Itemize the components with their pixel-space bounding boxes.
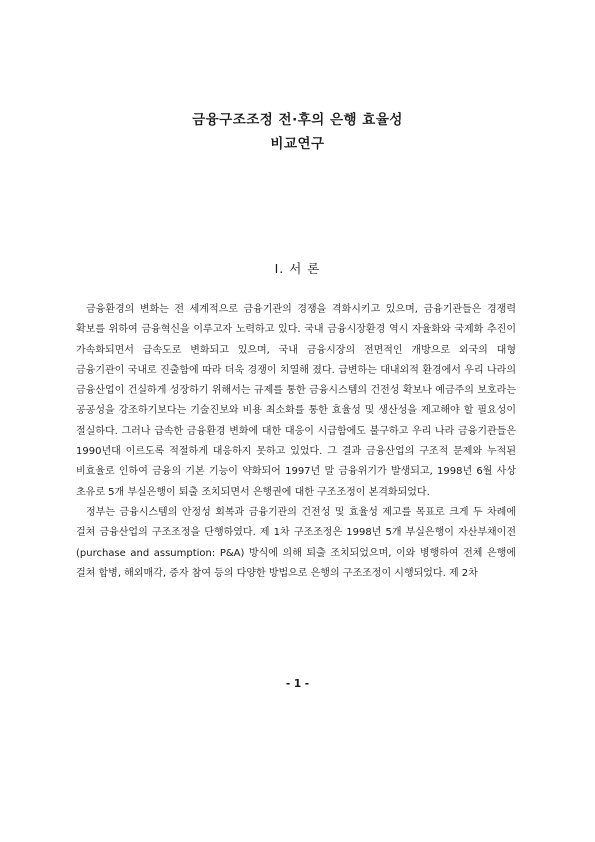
body-paragraph-1: 금융환경의 변화는 전 세계적으로 금융기관의 경쟁을 격화시키고 있으며, 금융기관들은 경쟁력 확보를 위하여 금융혁신을 이루고자 노력하고 있다. 국내 금융시장환경 역시 자율화와 국제화 추진이 가속화되면서 급속도로 변화되고 있으며, 국내 금융시장의 전면적인 개방으로 외국의 대형 금융기관이 국내로 진출함에 따라 더욱 경쟁이 치열해 졌다. 급변하는 대내외적 환경에서 우리 나라의 금융산업이 건실하게 성장하기 위해서는 규제를 통한 금융시스템의 건전성 확보나 예금주의 보호라는 공공성을 강조하기보다는 기술진보와 비용 최소화를 통한 효율성 및 생산성을 제고해야 할 필요성이 절실하다. 그러나 급속한 금융환경 변화에 대한 대응이 시급함에도 불구하고 우리 나라 금융기관들은 1990년대 이르도록 적절하게 대응하지 못하고 있었다. 그 결과 금융산업의 구조적 문제와 누적된 비효율로 인하여 금융의 기본 기능이 약화되어 1997년 말 금융위기가 발생되고, 1998년 6월 사상 초유로 5개 부실은행이 퇴출 조치되면서 은행권에 대한 구조조정이 본격화되었다. xyxy=(76,304,516,498)
page-number: - 1 - xyxy=(285,678,310,690)
body-text xyxy=(76,300,516,584)
document-title-line2: 비교연구 xyxy=(270,136,325,152)
body-paragraph-2: 정부는 금융시스템의 안정성 회복과 금융기관의 건전성 및 효율성 제고를 목표로 크게 두 차례에 걸쳐 금융산업의 구조조정을 단행하였다. 제 1차 구조조정은 1998년 5개 부실은행이 자산부채이전(purchase and assumption: P&A) 방식에 의해 퇴출 조치되었으며, 이와 병행하여 전체 은행에 걸쳐 합병, 해외매각, 증자 참여 등의 다양한 방법으로 은행의 구조조정이 시행되었다. 제 2차 xyxy=(76,506,516,579)
section-heading-introduction: Ⅰ. 서 론 xyxy=(274,261,321,276)
document-title-line1: 금융구조조정 전·후의 은행 효율성 xyxy=(192,112,403,128)
